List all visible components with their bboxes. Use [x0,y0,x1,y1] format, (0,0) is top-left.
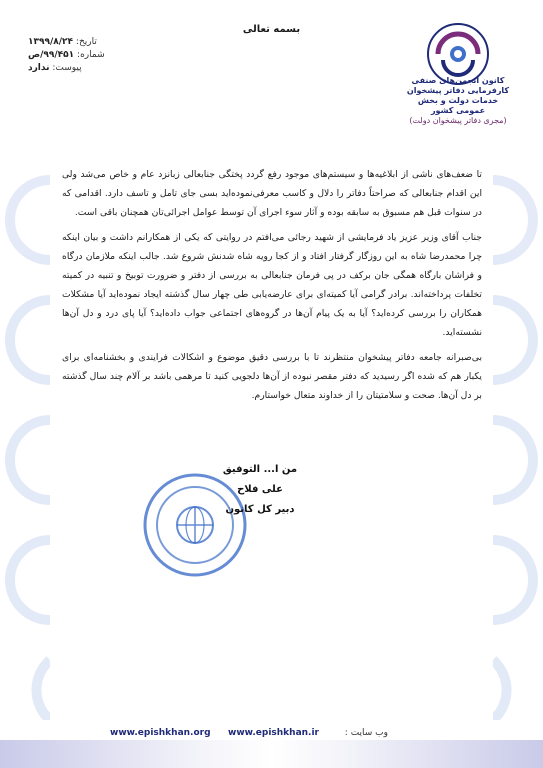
watermark-arc-left [0,140,50,720]
signature-name: علی فلاح [237,484,283,495]
number-label: شماره: [77,50,105,60]
website-ir-link[interactable]: www.epishkhan.ir [228,728,319,738]
letter-meta [28,36,168,75]
body-paragraph: تا ضعف‌های ناشی از ابلاغیه‌ها و سیستم‌های موجود رفع گردد پختگی جنابعالی زبانزد عام و خاص می‌شد ولی این اقدام جنابعالی که صراحتاً دفاتر را دلال و کاسب معرفی‌نموده‌اید بسی جای تامل و تاسف دارد. اقدامی که در سنوات قبل هم مسبوق به سابقه بوده و آثار سوء اجرای آن توسط عوامل اجرائی‌تان همچنان باقی است. [62,169,482,218]
website-label: وب سایت : [344,728,388,738]
page-header-title: بسمه تعالی [242,24,301,35]
date-value: ۱۳۹۹/۸/۲۴ [28,37,74,47]
body-paragraph: جناب آقای وزیر عزیز یاد فرمایشی از شهید رجائی می‌افتم در روایتی که یکی از همکارانم داشت و بیان اینکه چرا محمدرضا شاه به این روزگار گرفتار افتاد و از کجا رویه شاه شدنش شروع شد. جالب اینکه ملازمان درگاه و فراشان بارگاه همگی جان برکف در پی فرمان جنابعالی به بررسی از دفتر و ضرورت توبیخ و تنبیه در کمیته تخلفات پرداخته‌اند. برادر گرامی آیا کمیته‌ای برای عارضه‌یابی طی چهار سال گذشته ایجاد نموده‌اید آیا مشکلات همکاران را بررسی کرده‌اید؟ آیا به یک پیام آن‌ها در گروه‌های اجتماعی جواب داده‌اید؟ آیا پای درد و دل آن‌ها نشسته‌اید. [62,232,482,338]
logo-caption-line3: (مجری دفاتر پیشخوان دولت) [409,116,507,125]
footer [0,728,543,742]
date-row [28,36,168,49]
attachment-value: ندارد [28,63,50,73]
watermark-arc-right [493,140,543,720]
logo-caption-line2: خدمات دولت و بخش عمومی کشور [417,96,499,115]
website-org-link[interactable]: www.epishkhan.org [110,728,211,738]
date-label: تاریخ: [75,37,97,47]
logo-caption [403,76,513,126]
signature-block [185,460,335,520]
signature-closing: من ا... التوفیق [222,464,298,475]
attachment-row [28,62,168,75]
number-row [28,49,168,62]
number-value: ۹۹/۴۵۱/ص [28,50,75,60]
letter-body [62,165,482,411]
body-paragraph: بی‌صبرانه جامعه دفاتر پیشخوان منتظرند تا با بررسی دقیق موضوع و اشکالات فرایندی و بخشنامه‌ای برای یکبار هم که شده اگر رسیدید که دفتر مقصر نبوده از آن‌ها دلجویی کنید تا مرهمی باشد بر آلام چند سال گذشته بر دل آن‌ها. صحت و سلامتیتان را از خداوند متعال خواستارم. [62,352,482,401]
signature-title: دبیر کل کانون [225,504,295,515]
footer-decoration [0,740,543,768]
logo-caption-line1: کانون انجمن‌های صنفی کارفرمایی دفاتر پیشخوان [406,76,510,95]
attachment-label: پیوست: [52,63,82,73]
